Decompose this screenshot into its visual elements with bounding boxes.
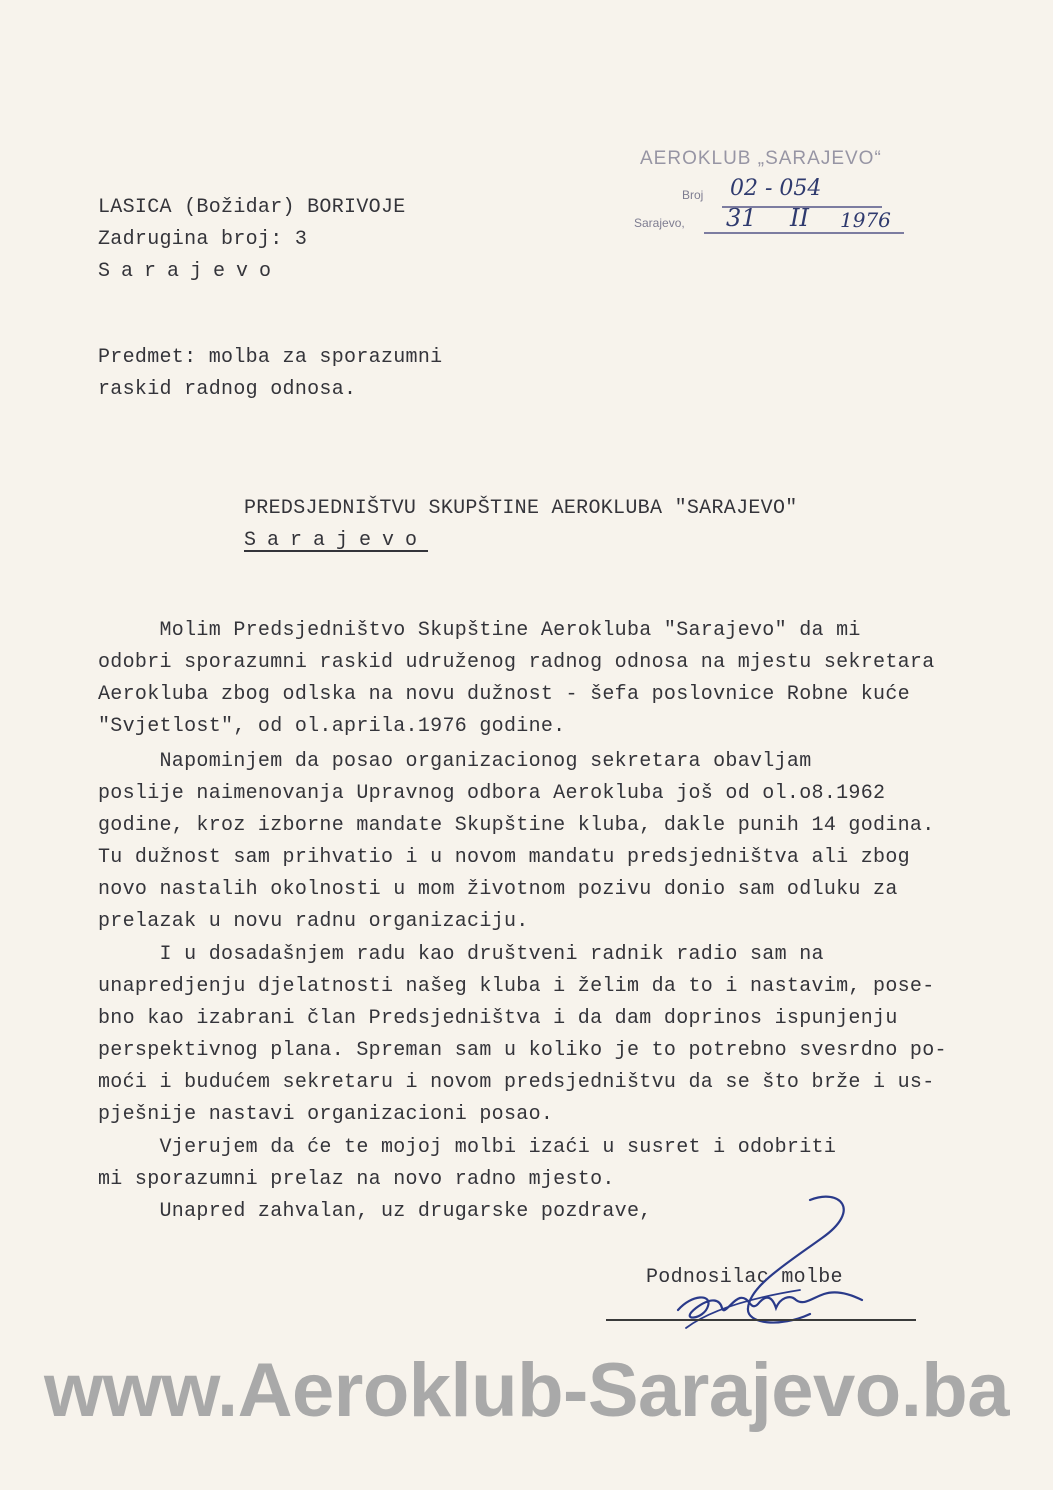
recipient-line-1: PREDSJEDNIŠTVU SKUPŠTINE AEROKLUBA "SARAJEVO" bbox=[244, 497, 798, 520]
stamp-date-day: 31 bbox=[726, 204, 757, 232]
body-line: godine, kroz izborne mandate Skupštine kluba, dakle punih 14 godina. bbox=[98, 814, 935, 837]
body-line: bno kao izabrani član Predsjedništva i da dam doprinos ispunjenju bbox=[98, 1007, 898, 1030]
signature-line bbox=[606, 1319, 916, 1321]
handwritten-signature bbox=[600, 1190, 920, 1340]
body-line: perspektivnog plana. Spreman sam u koliko je to potrebno svesrdno po- bbox=[98, 1039, 947, 1062]
sender-city: Sarajevo bbox=[98, 260, 283, 283]
stamp-organization: AEROKLUB „SARAJEVO“ bbox=[640, 148, 882, 169]
website-watermark: www.Aeroklub-Sarajevo.ba bbox=[43, 1348, 1009, 1433]
stamp-broj-value: 02 - 054 bbox=[730, 176, 822, 201]
stamp-date-month: II bbox=[790, 204, 809, 232]
body-line: poslije naimenovanja Upravnog odbora Aerokluba još od ol.o8.1962 bbox=[98, 782, 886, 805]
stamp-date-year: 1976 bbox=[840, 208, 891, 232]
body-line: moći i budućem sekretaru i novom predsjedništvu da se što brže i us- bbox=[98, 1071, 935, 1094]
body-line: novo nastalih okolnosti u mom životnom pozivu donio sam odluku za bbox=[98, 878, 898, 901]
body-line: Napominjem da posao organizacionog sekretara obavljam bbox=[98, 750, 812, 773]
body-line: pješnije nastavi organizacioni posao. bbox=[98, 1103, 554, 1126]
recipient-line-2: Sarajevo bbox=[244, 529, 429, 552]
body-line: Tu dužnost sam prihvatio i u novom mandatu predsjedništva ali zbog bbox=[98, 846, 910, 869]
body-line: Aerokluba zbog odlska na novu dužnost - šefa poslovnice Robne kuće bbox=[98, 683, 910, 706]
subject-line-2: raskid radnog odnosa. bbox=[98, 378, 357, 401]
sender-name: LASICA (Božidar) BORIVOJE bbox=[98, 196, 406, 219]
signature-label: Podnosilac molbe bbox=[646, 1266, 843, 1289]
body-line: Vjerujem da će te mojoj molbi izaći u susret i odobriti bbox=[98, 1136, 837, 1159]
body-line: unapredjenju djelatnosti našeg kluba i želim da to i nastavim, pose- bbox=[98, 975, 935, 998]
signature-block bbox=[600, 1190, 920, 1340]
stamp-broj-label: Broj bbox=[682, 188, 704, 202]
body-line: prelazak u novu radnu organizaciju. bbox=[98, 910, 529, 933]
body-line: "Svjetlost", od ol.aprila.1976 godine. bbox=[98, 715, 566, 738]
body-line: Molim Predsjedništvo Skupštine Aerokluba "Sarajevo" da mi bbox=[98, 619, 861, 642]
stamp-date-line bbox=[704, 232, 904, 234]
registry-stamp bbox=[630, 148, 920, 248]
stamp-sarajevo-label: Sarajevo, bbox=[634, 216, 685, 230]
subject-line-1: Predmet: molba za sporazumni bbox=[98, 346, 443, 369]
body-line: Unapred zahvalan, uz drugarske pozdrave, bbox=[98, 1200, 652, 1223]
body-line: I u dosadašnjem radu kao društveni radnik radio sam na bbox=[98, 943, 824, 966]
sender-street: Zadrugina broj: 3 bbox=[98, 228, 308, 251]
body-line: odobri sporazumni raskid udruženog radnog odnosa na mjestu sekretara bbox=[98, 651, 935, 674]
body-line: mi sporazumni prelaz na novo radno mjesto. bbox=[98, 1168, 615, 1191]
